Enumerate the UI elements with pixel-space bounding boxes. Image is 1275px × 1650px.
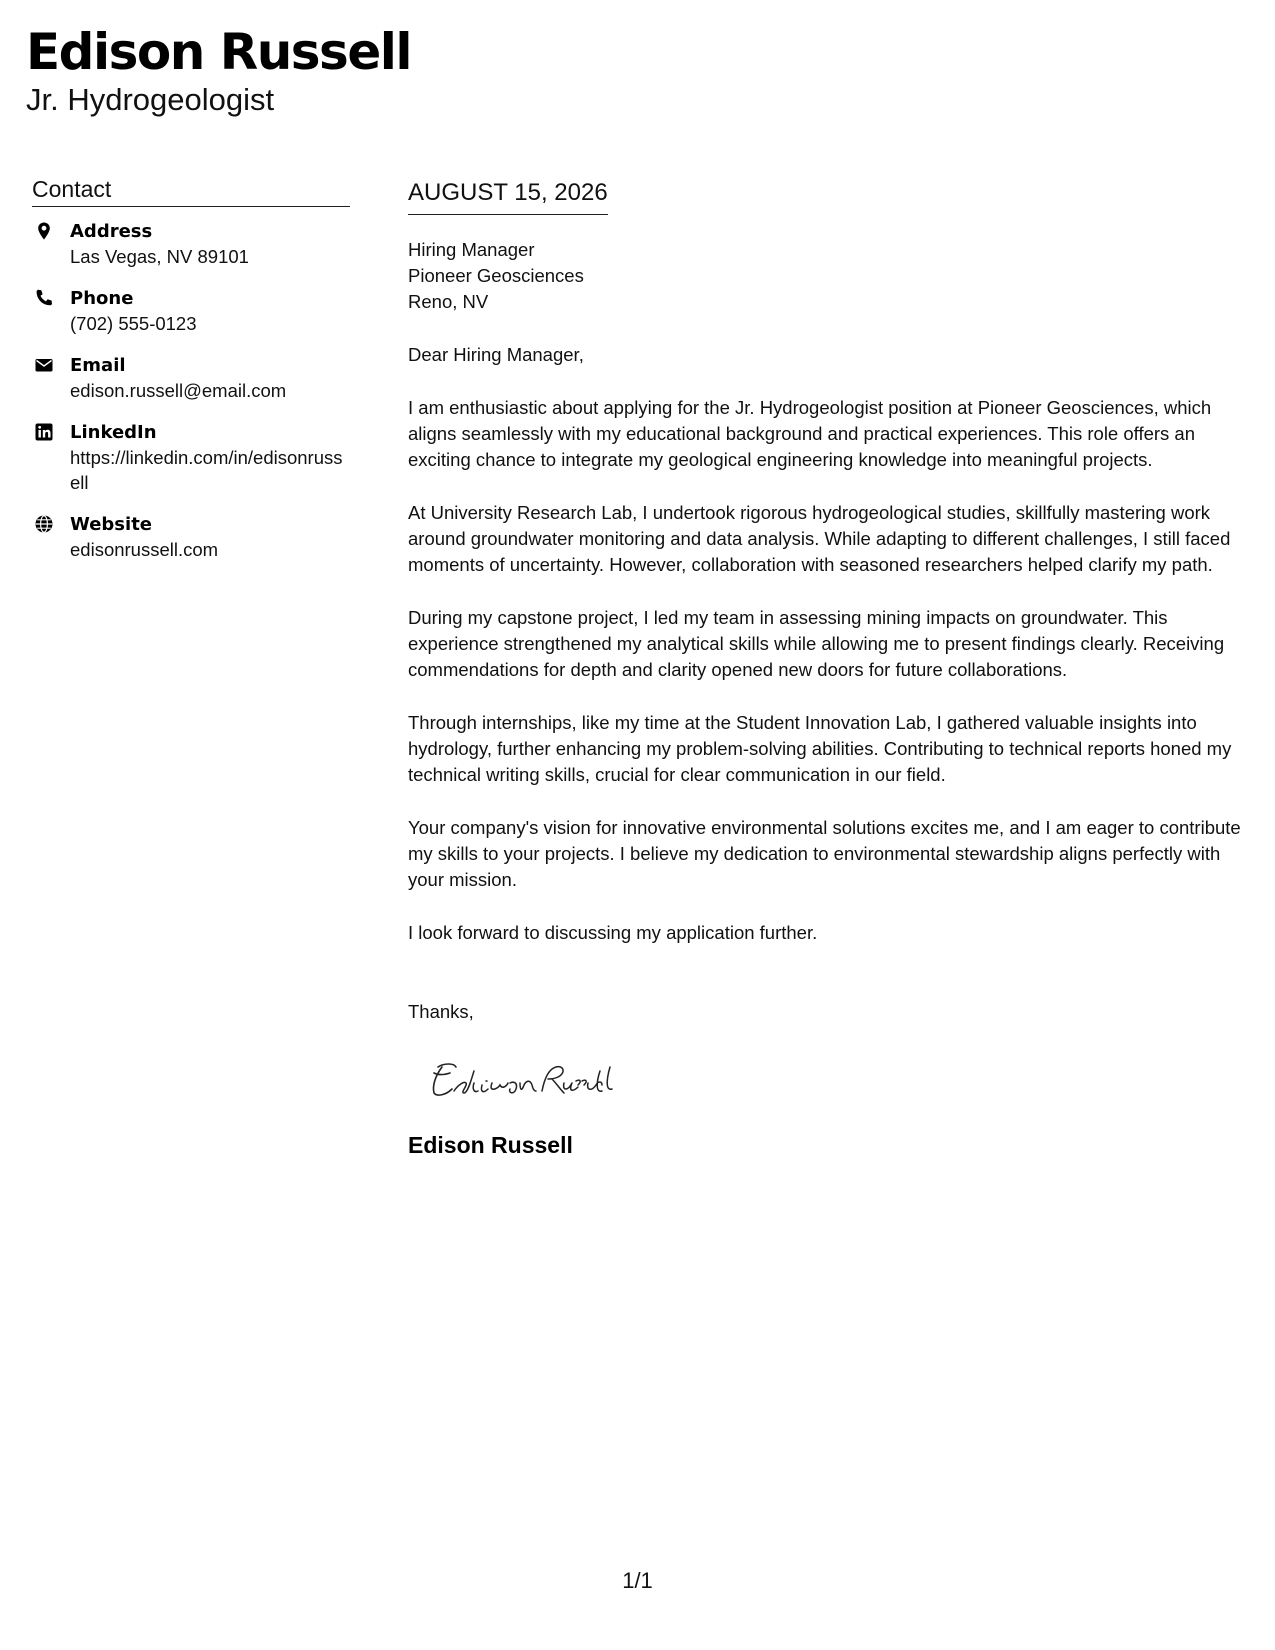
contact-value: (702) 555-0123 bbox=[70, 313, 197, 334]
recipient-block bbox=[408, 237, 1253, 315]
contact-label: Address bbox=[70, 221, 153, 242]
contact-value: Las Vegas, NV 89101 bbox=[70, 246, 249, 267]
contact-value: edisonrussell.com bbox=[70, 539, 219, 560]
map-pin-icon bbox=[34, 221, 54, 241]
body-paragraph: During my capstone project, I led my team in assessing mining impacts on groundwater. This experience strengthened my analytical skills while allowing me to present findings clearly. Receiving commendations for depth and clarity opened new doors for future collaborations. bbox=[408, 607, 1225, 680]
contact-sidebar bbox=[32, 174, 350, 579]
letter-date: AUGUST 15, 2026 bbox=[408, 179, 608, 206]
body-paragraph: Your company's vision for innovative environmental solutions excites me, and I am eager to contribute my skills to your projects. I believe my dedication to environmental stewardship aligns perfectly with your mission. bbox=[408, 817, 1241, 890]
contact-item-phone bbox=[32, 286, 350, 336]
signer-name: Edison Russell bbox=[408, 1132, 573, 1158]
contact-value: edison.russell@email.com bbox=[70, 380, 287, 401]
applicant-name: Edison Russell bbox=[26, 23, 412, 81]
handwritten-signature bbox=[424, 1053, 1253, 1109]
contact-item-website bbox=[32, 512, 350, 562]
letter-body bbox=[408, 178, 1253, 1159]
contact-label: Website bbox=[70, 514, 153, 535]
body-paragraph: Through internships, like my time at the Student Innovation Lab, I gathered valuable insights into hydrology, further enhancing my problem-solving abilities. Contributing to technical reports honed my technical writing skills, crucial for clear communication in our field. bbox=[408, 712, 1232, 785]
contact-label: Email bbox=[70, 355, 126, 376]
applicant-title: Jr. Hydrogeologist bbox=[26, 82, 275, 117]
body-paragraph: I am enthusiastic about applying for the Jr. Hydrogeologist position at Pioneer Geosciences, which aligns seamlessly with my educational background and practical experiences. This role offers an exciting chance to integrate my geological engineering knowledge into meaningful projects. bbox=[408, 397, 1212, 470]
contact-item-email bbox=[32, 353, 350, 403]
date-block bbox=[408, 178, 608, 215]
closing: Thanks, bbox=[408, 1001, 474, 1022]
recipient-line: Pioneer Geosciences bbox=[408, 265, 584, 286]
phone-icon bbox=[34, 288, 54, 308]
contact-value: https://linkedin.com/in/edisonrussell bbox=[70, 447, 343, 493]
letter-header bbox=[26, 22, 411, 118]
body-paragraph: At University Research Lab, I undertook rigorous hydrogeological studies, skillfully mastering work around groundwater monitoring and data analysis. While adapting to different challenges, I still faced moments of uncertainty. However, collaboration with seasoned researchers helped clarify my path. bbox=[408, 502, 1231, 575]
contact-label: LinkedIn bbox=[70, 422, 157, 443]
contact-item-linkedin bbox=[32, 420, 350, 495]
globe-icon bbox=[34, 514, 54, 534]
recipient-line: Hiring Manager bbox=[408, 239, 535, 260]
body-paragraph: I look forward to discussing my application further. bbox=[408, 922, 818, 943]
linkedin-icon bbox=[34, 422, 54, 442]
contact-label: Phone bbox=[70, 288, 134, 309]
envelope-icon bbox=[34, 355, 54, 375]
contact-item-address bbox=[32, 219, 350, 269]
page-indicator: 1/1 bbox=[622, 1568, 653, 1593]
recipient-line: Reno, NV bbox=[408, 291, 489, 312]
salutation: Dear Hiring Manager, bbox=[408, 344, 584, 365]
contact-heading: Contact bbox=[32, 174, 350, 207]
